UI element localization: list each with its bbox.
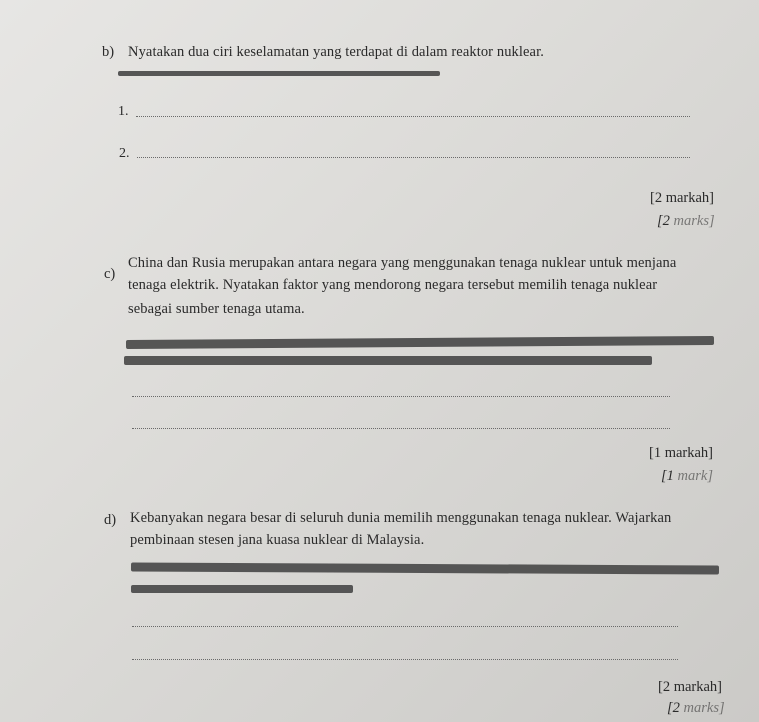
- redacted-instruction-b: [118, 71, 440, 76]
- question-b-text: Nyatakan dua ciri keselamatan yang terdapat di dalam reaktor nuklear.: [128, 44, 544, 60]
- marks-c-english: [661, 468, 713, 485]
- redacted-instruction-d-2: [131, 585, 353, 593]
- question-c-line-1: China dan Rusia merupakan antara negara yang menggunakan tenaga nuklear untuk menjana: [128, 255, 677, 271]
- redacted-instruction-c-1: [126, 336, 714, 349]
- marks-b-english: [657, 213, 715, 230]
- marks-d-english-head: [2: [667, 700, 684, 716]
- answer-b2-line[interactable]: [137, 157, 690, 158]
- question-b-label: b): [102, 44, 115, 60]
- marks-d-english: [667, 700, 725, 717]
- marks-c-english-head: [1: [661, 468, 678, 484]
- redacted-instruction-d-1: [131, 562, 719, 574]
- marks-d-english-tail: marks]: [683, 700, 725, 716]
- marks-c-malay: [1 markah]: [649, 445, 714, 461]
- question-c-line-3: sebagai sumber tenaga utama.: [128, 301, 305, 317]
- marks-b-english-head: [2: [657, 213, 674, 229]
- question-d-line-2: pembinaan stesen jana kuasa nuklear di Malaysia.: [130, 532, 425, 548]
- redacted-instruction-c-2: [124, 356, 652, 365]
- marks-b-malay: [2 markah]: [650, 190, 715, 206]
- marks-c-english-tail: mark]: [677, 468, 713, 484]
- answer-d1-line[interactable]: [132, 626, 678, 627]
- answer-c1-line[interactable]: [132, 396, 670, 397]
- answer-b1-number: 1.: [118, 104, 129, 119]
- question-c-label: c): [104, 266, 116, 282]
- answer-d2-line[interactable]: [132, 659, 678, 660]
- answer-c2-line[interactable]: [132, 428, 670, 429]
- question-d-label: d): [104, 512, 117, 528]
- answer-b2-number: 2.: [119, 146, 130, 161]
- question-c-line-2: tenaga elektrik. Nyatakan faktor yang mendorong negara tersebut memilih tenaga nuklear: [128, 277, 658, 293]
- answer-b1-line[interactable]: [136, 116, 690, 117]
- marks-b-english-tail: marks]: [673, 213, 715, 229]
- marks-d-malay: [2 markah]: [658, 679, 723, 695]
- question-d-line-1: Kebanyakan negara besar di seluruh dunia memilih menggunakan tenaga nuklear. Wajarkan: [130, 510, 672, 526]
